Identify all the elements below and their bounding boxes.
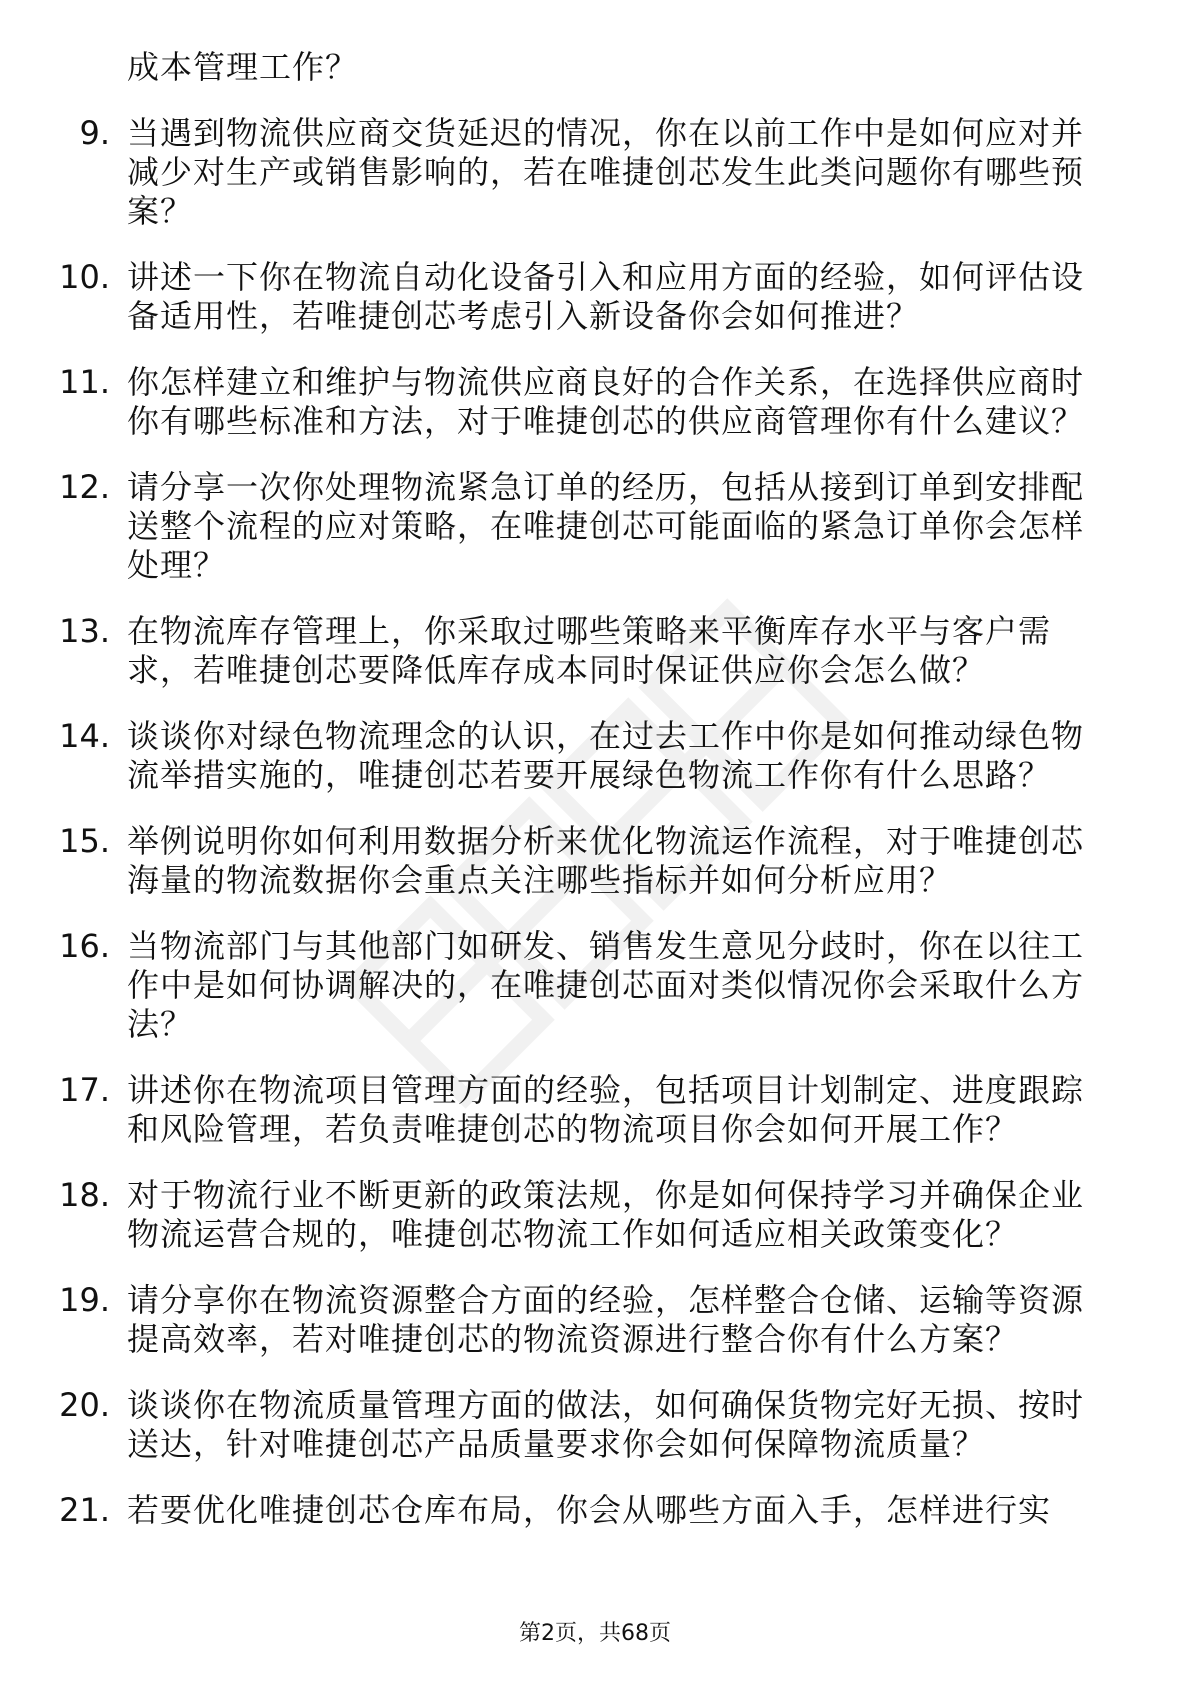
question-number: 10. <box>59 258 110 296</box>
question-text: 当物流部门与其他部门如研发、销售发生意见分歧时，你在以往工作中是如何协调解决的，在唯捷创芯面对类似情况你会采取什么方法？ <box>127 927 1085 1043</box>
question-item <box>0 114 1190 231</box>
question-number: 19. <box>59 1281 110 1319</box>
question-item <box>0 1176 1190 1254</box>
question-text: 当遇到物流供应商交货延迟的情况，你在以前工作中是如何应对并减少对生产或销售影响的，若在唯捷创芯发生此类问题你有哪些预案？ <box>127 114 1085 230</box>
question-number: 14. <box>59 717 110 755</box>
question-item <box>0 612 1190 690</box>
question-number: 12. <box>59 468 110 506</box>
question-number: 17. <box>59 1071 110 1109</box>
question-text: 讲述一下你在物流自动化设备引入和应用方面的经验，如何评估设备适用性，若唯捷创芯考虑引入新设备你会如何推进？ <box>127 258 1085 335</box>
question-number: 21. <box>59 1491 110 1529</box>
question-text: 若要优化唯捷创芯仓库布局，你会从哪些方面入手，怎样进行实 <box>127 1491 1052 1529</box>
question-text: 在物流库存管理上，你采取过哪些策略来平衡库存水平与客户需求，若唯捷创芯要降低库存成本同时保证供应你会怎么做？ <box>127 612 1052 689</box>
question-text: 谈谈你在物流质量管理方面的做法，如何确保货物完好无损、按时送达，针对唯捷创芯产品质量要求你会如何保障物流质量？ <box>127 1386 1085 1463</box>
question-text: 对于物流行业不断更新的政策法规，你是如何保持学习并确保企业物流运营合规的，唯捷创芯物流工作如何适应相关政策变化？ <box>127 1176 1085 1253</box>
question-number: 20. <box>59 1386 110 1424</box>
question-number: 15. <box>59 822 110 860</box>
question-item <box>0 1386 1190 1464</box>
question-text: 举例说明你如何利用数据分析来优化物流运作流程，对于唯捷创芯海量的物流数据你会重点关注哪些指标并如何分析应用？ <box>127 822 1085 899</box>
question-number: 16. <box>59 927 110 965</box>
question-item <box>0 1491 1190 1530</box>
question-item <box>0 468 1190 585</box>
question-item <box>0 1071 1190 1149</box>
continuation-text: 成本管理工作？ <box>127 48 359 86</box>
question-text: 请分享一次你处理物流紧急订单的经历，包括从接到订单到安排配送整个流程的应对策略，在唯捷创芯可能面临的紧急订单你会怎样处理？ <box>127 468 1085 584</box>
question-item <box>0 1281 1190 1359</box>
page-footer: 第2页，共68页 <box>519 1621 671 1646</box>
question-text: 讲述你在物流项目管理方面的经验，包括项目计划制定、进度跟踪和风险管理，若负责唯捷创芯的物流项目你会如何开展工作？ <box>127 1071 1085 1148</box>
question-item <box>0 258 1190 336</box>
question-number: 9. <box>79 114 110 152</box>
question-item <box>0 363 1190 441</box>
question-text: 请分享你在物流资源整合方面的经验，怎样整合仓储、运输等资源提高效率，若对唯捷创芯的物流资源进行整合你有什么方案？ <box>127 1281 1085 1358</box>
question-item <box>0 927 1190 1044</box>
question-number: 18. <box>59 1176 110 1214</box>
question-text: 你怎样建立和维护与物流供应商良好的合作关系，在选择供应商时你有哪些标准和方法，对于唯捷创芯的供应商管理你有什么建议？ <box>127 363 1085 440</box>
question-list <box>0 48 1190 1557</box>
question-item <box>0 717 1190 795</box>
question-item <box>0 822 1190 900</box>
question-text: 谈谈你对绿色物流理念的认识，在过去工作中你是如何推动绿色物流举措实施的，唯捷创芯若要开展绿色物流工作你有什么思路？ <box>127 717 1085 794</box>
question-number: 13. <box>59 612 110 650</box>
question-number: 11. <box>59 363 110 401</box>
